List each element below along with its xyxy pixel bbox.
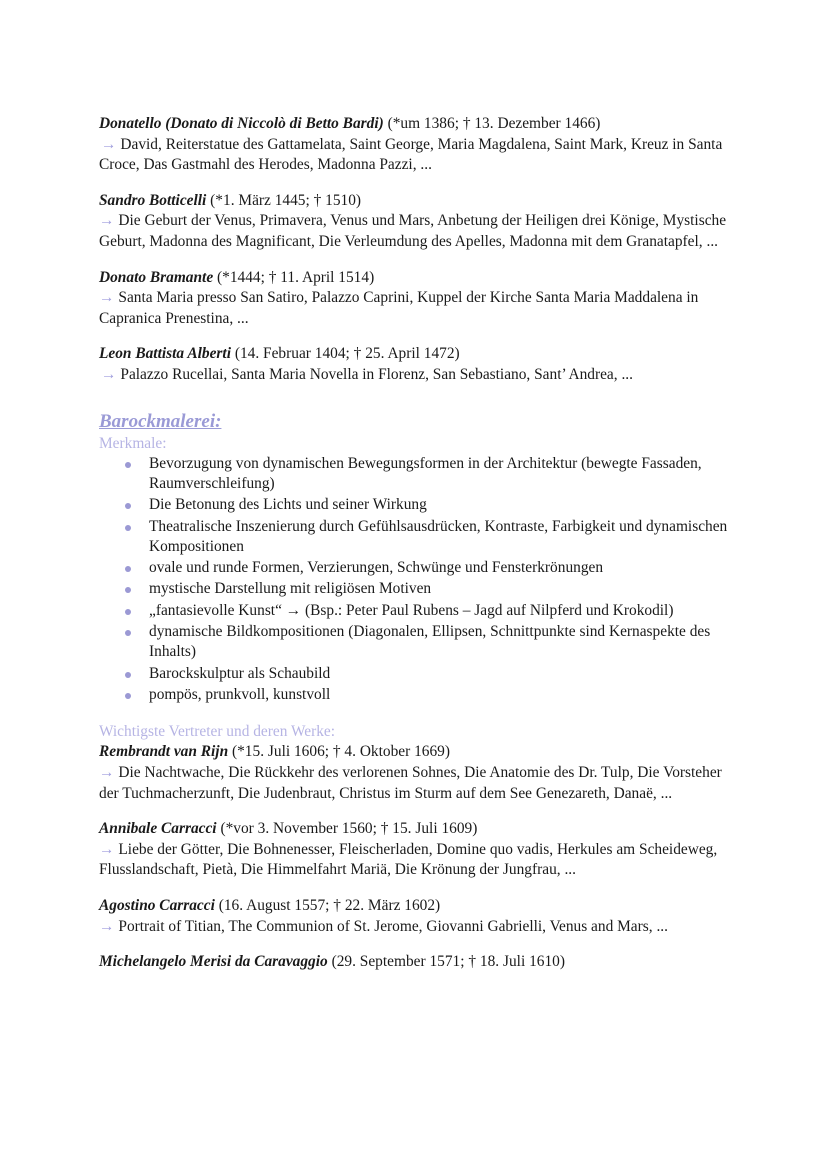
- bullet-icon: [125, 587, 131, 593]
- works-text: Liebe der Götter, Die Bohnenesser, Fleischerladen, Domine quo vadis, Herkules am Scheideweg, Flusslandschaft, Pietà, Die Himmelfahrt Mariä, Die Krönung der Jungfrau, ...: [99, 840, 718, 879]
- list-item-text: Bevorzugung von dynamischen Bewegungsformen in der Architektur (bewegte Fassaden, Raumverschleifung): [149, 454, 702, 493]
- representatives-label: Wichtigste Vertreter und deren Werke:: [99, 723, 336, 741]
- features-label: Merkmale:: [99, 434, 167, 452]
- artist-heading: [99, 896, 735, 917]
- artist-entry: [99, 742, 735, 804]
- artist-dates: (*um 1386; † 13. Dezember 1466): [383, 115, 601, 132]
- arrow-icon: →: [99, 212, 115, 230]
- artist-name: Donato Bramante: [99, 268, 214, 286]
- list-item: [149, 495, 735, 516]
- works-text: Die Nachtwache, Die Rückkehr des verlorenen Sohnes, Die Anatomie des Dr. Tulp, Die Vorsteher der Tuchmacherzunft, Die Judenbraut, Christus im Sturm auf dem See Genezareth, Danaë, ...: [99, 764, 722, 802]
- artist-name: Sandro Botticelli: [99, 191, 207, 209]
- works-text: David, Reiterstatue des Gattamelata, Saint George, Maria Magdalena, Saint Mark, Kreuz in Santa Croce, Das Gastmahl des Herodes, Madonna Pazzi, ...: [99, 135, 723, 174]
- artist-dates: (*15. Juli 1606; † 4. Oktober 1669): [228, 743, 451, 761]
- artist-works: [99, 840, 735, 881]
- artist-heading: [99, 268, 735, 289]
- works-text: Portrait of Titian, The Communion of St. Jerome, Giovanni Gabrielli, Venus and Mars, ...: [118, 917, 668, 935]
- artist-entry: [99, 819, 735, 881]
- artist-works: [99, 763, 735, 804]
- artist-name: Michelangelo Merisi da Caravaggio: [99, 953, 328, 971]
- artist-works: [99, 365, 735, 386]
- artist-works: [99, 288, 735, 329]
- list-item: [149, 558, 735, 579]
- works-text: Palazzo Rucellai, Santa Maria Novella in Florenz, San Sebastiano, Sant’ Andrea, ...: [120, 365, 633, 383]
- list-item-text: Theatralische Inszenierung durch Gefühlsausdrücken, Kontraste, Farbigkeit und dynamischen Kompositionen: [149, 517, 728, 556]
- artist-dates: (16. August 1557; † 22. März 1602): [214, 896, 441, 914]
- arrow-icon: →: [99, 917, 115, 935]
- artist-dates: (*1444; † 11. April 1514): [213, 268, 375, 286]
- bullet-icon: [125, 630, 131, 636]
- list-item-text: Barockskulptur als Schaubild: [149, 664, 331, 682]
- artist-heading: [99, 742, 735, 763]
- section-title-barockmalerei: Barockmalerei:: [99, 410, 222, 432]
- artist-works: [99, 211, 735, 252]
- artist-heading: [99, 819, 735, 840]
- bullet-icon: [125, 525, 131, 531]
- list-item: [149, 601, 735, 622]
- bullet-icon: [125, 503, 131, 509]
- list-item-text: dynamische Bildkompositionen (Diagonalen, Ellipsen, Schnittpunkte sind Kernaspekte des Inhalts): [149, 622, 711, 661]
- arrow-icon: →: [99, 764, 115, 781]
- artist-heading: [99, 114, 735, 135]
- list-item-text: mystische Darstellung mit religiösen Motiven: [149, 580, 432, 598]
- arrow-icon: →: [101, 135, 117, 153]
- artist-name: Donatello (Donato di Niccolò di Betto Bardi): [99, 115, 384, 132]
- bullet-icon: [125, 462, 131, 468]
- bullet-icon: [125, 693, 131, 699]
- list-item: [149, 517, 735, 558]
- artist-name: Agostino Carracci: [99, 896, 215, 914]
- works-text: Die Geburt der Venus, Primavera, Venus und Mars, Anbetung der Heiligen drei Könige, Mystische Geburt, Madonna des Magnificant, Die Verleumdung des Apelles, Madonna mit dem Granatapfel, ...: [99, 212, 727, 250]
- artist-dates: (14. Februar 1404; † 25. April 1472): [230, 345, 460, 363]
- artist-heading: [99, 191, 735, 212]
- artist-dates: (*vor 3. November 1560; † 15. Juli 1609): [216, 820, 478, 838]
- bullet-icon: [125, 672, 131, 678]
- artist-works: [99, 917, 735, 938]
- features-list: [99, 454, 735, 706]
- arrow-icon: →: [99, 289, 115, 307]
- list-item-text: ovale und runde Formen, Verzierungen, Schwünge und Fensterkrönungen: [149, 559, 604, 577]
- list-item: [149, 685, 735, 706]
- artist-entry: [99, 114, 735, 176]
- artist-entry: [99, 952, 735, 973]
- bullet-icon: [125, 609, 131, 615]
- document-page: [99, 114, 735, 988]
- artist-heading: [99, 344, 735, 365]
- artist-works: [99, 135, 735, 176]
- artist-entry: [99, 896, 735, 937]
- arrow-icon: →: [101, 365, 117, 383]
- list-item: [149, 454, 735, 495]
- artist-heading: [99, 952, 735, 973]
- list-item-text: „fantasievolle Kunst“ → (Bsp.: Peter Paul Rubens – Jagd auf Nilpferd und Krokodil): [149, 601, 674, 619]
- artist-name: Annibale Carracci: [99, 820, 217, 838]
- list-item: [149, 664, 735, 685]
- artist-dates: (*1. März 1445; † 1510): [206, 191, 362, 209]
- list-item: [149, 579, 735, 600]
- bullet-icon: [125, 566, 131, 572]
- list-item-text: pompös, prunkvoll, kunstvoll: [149, 685, 331, 703]
- artist-dates: (29. September 1571; † 18. Juli 1610): [327, 953, 565, 971]
- artist-entry: [99, 191, 735, 253]
- artist-entry: [99, 344, 735, 385]
- works-text: Santa Maria presso San Satiro, Palazzo Caprini, Kuppel der Kirche Santa Maria Maddalena in Capranica Prenestina, ...: [99, 289, 699, 327]
- arrow-icon: →: [99, 840, 115, 858]
- list-item-text: Die Betonung des Lichts und seiner Wirkung: [149, 496, 427, 514]
- artist-name: Rembrandt van Rijn: [99, 743, 229, 761]
- list-item: [149, 622, 735, 663]
- artist-entry: [99, 268, 735, 330]
- artist-name: Leon Battista Alberti: [99, 345, 231, 363]
